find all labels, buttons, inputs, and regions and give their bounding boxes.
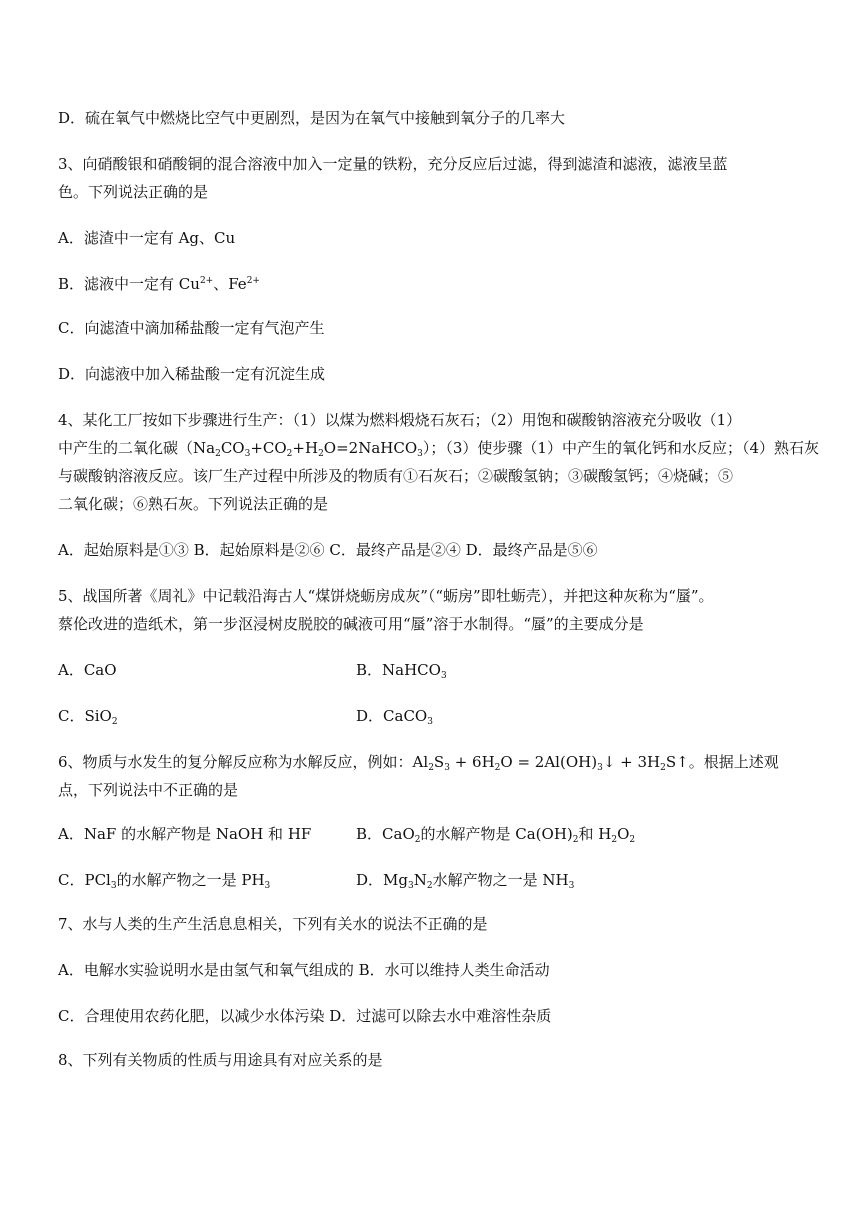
q7-stem: 7、水与人类的生产生活息息相关，下列有关水的说法不正确的是 — [58, 915, 488, 933]
q5-stem-line2: 蔡伦改进的造纸术，第一步沤浸树皮脱胶的碱液可用“蜃”溶于水制得。“蜃”的主要成分是 — [58, 615, 644, 633]
q5-option-b: B．NaHCO$_3$ — [356, 661, 447, 681]
q3-option-d: D．向滤液中加入稀盐酸一定有沉淀生成 — [58, 365, 326, 383]
q5-option-a: A．CaO — [58, 661, 117, 679]
q4-stem-line3: 与碳酸钠溶液反应。该厂生产过程中所涉及的物质有①石灰石；②碳酸氢钠；③碳酸氢钙；④烧碱；⑤ — [58, 467, 734, 485]
q4-stem-line1: 4、某化工厂按如下步骤进行生产：（1）以煤为燃料煅烧石灰石；（2）用饱和碳酸钠溶液充分吸收（1） — [58, 411, 742, 429]
q3-option-c: C．向滤渣中滴加稀盐酸一定有气泡产生 — [58, 319, 325, 337]
q6-option-a: A．NaF 的水解产物是 NaOH 和 HF — [58, 825, 312, 843]
q6-option-d: D．$Mg_3N_2$水解产物之一是 $NH_3$ — [356, 871, 575, 891]
q3-option-a: A．滤渣中一定有 Ag、Cu — [58, 229, 236, 247]
q6-stem-line2: 点，下列说法中不正确的是 — [58, 781, 239, 799]
q8-stem: 8、下列有关物质的性质与用途具有对应关系的是 — [58, 1051, 383, 1069]
q3-stem-line2: 色。下列说法正确的是 — [58, 183, 209, 201]
q4-stem-line2: 中产生的二氧化碳$(Na_2CO_3+CO_2+H_2O=2NaHCO_3)$；（3）使步骤（1）中产生的氧化钙和水反应；（4）熟石灰 — [58, 439, 820, 459]
q3-stem-line1: 3、向硝酸银和硝酸铜的混合溶液中加入一定量的铁粉，充分反应后过滤，得到滤渣和滤液，滤液呈蓝 — [58, 155, 728, 173]
q4-stem-line4: 二氧化碳；⑥熟石灰。下列说法正确的是 — [58, 495, 329, 513]
q6-option-c: C．PCl$_3$的水解产物之一是 $PH_3$ — [58, 871, 271, 891]
q5-option-c: C．SiO$_2$ — [58, 707, 118, 727]
q2-option-d: D．硫在氧气中燃烧比空气中更剧烈，是因为在氧气中接触到氧分子的几率大 — [58, 109, 566, 127]
q5-stem-line1: 5、战国所著《周礼》中记载沿海古人“煤饼烧蛎房成灰”（“蛎房”即牡蛎壳），并把这种灰称为“蜃”。 — [58, 587, 714, 605]
q5-option-d: D．CaCO$_3$ — [356, 707, 433, 727]
q7-options-ab: A．电解水实验说明水是由氢气和氧气组成的 B．水可以维持人类生命活动 — [58, 961, 550, 979]
q6-stem-line1: 6、物质与水发生的复分解反应称为水解反应，例如：$Al_2S_3 + 6H_2O$ = $2Al(OH)_3↓$ + $3H_2S↑$。根据上述观 — [58, 753, 779, 773]
q3-option-b: B．滤液中一定有 $Cu^{2+}$、$Fe^{2+}$ — [58, 275, 260, 293]
q7-options-cd: C．合理使用农药化肥，以减少水体污染 D．过滤可以除去水中难溶性杂质 — [58, 1007, 552, 1025]
q6-option-b: B．CaO$_2$的水解产物是 $Ca(OH)_2$和 $H_2O_2$ — [356, 825, 636, 845]
q4-options: A．起始原料是①③ B．起始原料是②⑥ C．最终产品是②④ D．最终产品是⑤⑥ — [58, 541, 598, 559]
